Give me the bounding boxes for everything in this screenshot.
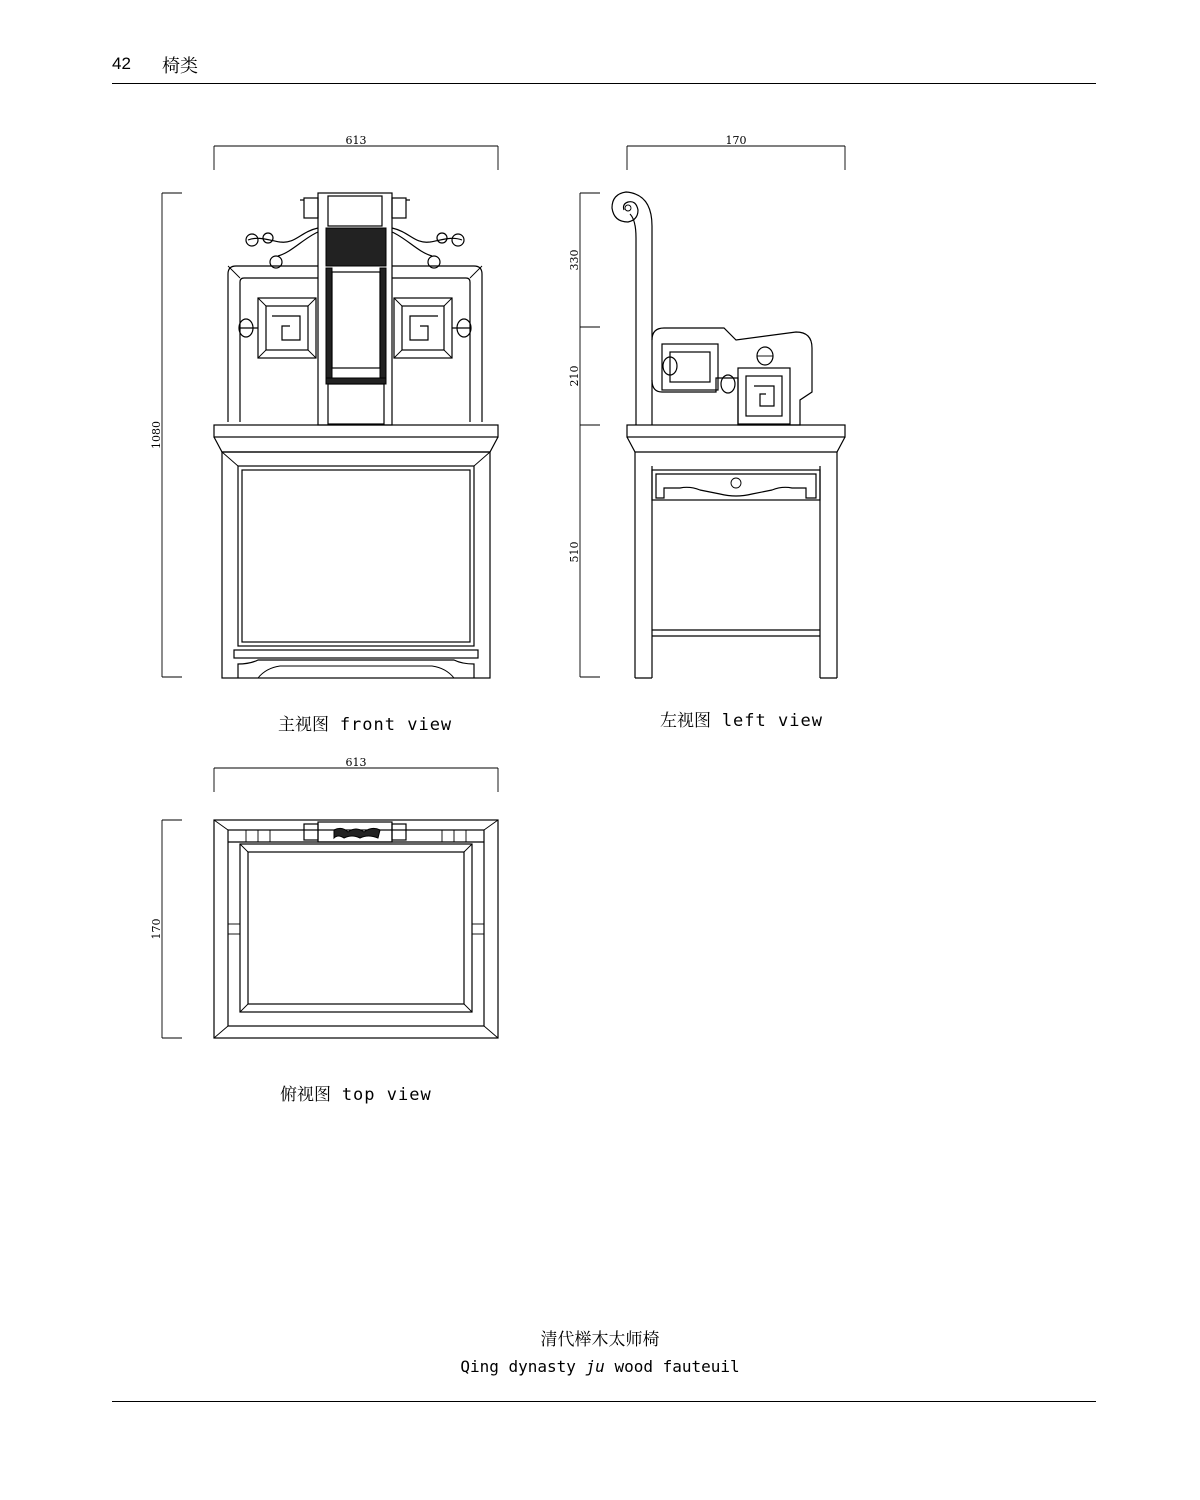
top-crest [304,822,406,842]
left-back-post [612,192,652,425]
figure-title-en [0,1357,1200,1376]
left-view-label-en: left view [721,711,823,731]
left-height-dimensions [568,193,600,677]
left-depth-dimension [627,134,845,170]
left-dim-arm: 210 [568,365,581,387]
left-seat [627,425,845,452]
section-title: 椅类 [162,56,198,77]
top-width-dimension [214,756,498,792]
page-number: 42 [112,54,131,73]
front-height-label: 1080 [150,421,163,449]
left-view-label-zh: 左视图 [660,711,711,731]
figure-title-en-suffix: wood fauteuil [604,1357,740,1376]
front-view-drawing [150,134,498,678]
front-back-panels [228,266,482,422]
front-width-label: 613 [345,134,367,147]
top-depth-label: 170 [150,918,163,940]
front-view-label-en: front view [339,715,453,735]
top-view-label-zh: 俯视图 [280,1085,331,1105]
top-depth-dimension [150,820,182,1038]
front-base [222,452,490,678]
top-seat-outline [214,820,498,1038]
left-arm-panel [652,328,812,425]
top-view-drawing [150,756,498,1038]
top-view-caption [280,1080,432,1105]
front-height-dimension [150,193,182,677]
left-dim-backrest: 330 [568,249,581,271]
figure-title-zh: 清代榉木太师椅 [540,1330,660,1350]
left-depth-label: 170 [725,134,747,147]
front-view-label-zh: 主视图 [278,715,329,735]
front-view-caption [278,710,452,735]
front-width-dimension [214,134,498,170]
left-dim-seat: 510 [568,541,581,563]
left-view-drawing [568,134,845,678]
top-view-label-en: top view [341,1085,432,1105]
figure-title-en-italic: ju [585,1357,605,1376]
footer-rule [112,1401,1096,1402]
left-view-caption [660,706,823,731]
left-base [635,452,837,678]
top-width-label: 613 [345,756,367,769]
front-seat [214,425,498,452]
figure-title-en-prefix: Qing dynasty [460,1357,586,1376]
